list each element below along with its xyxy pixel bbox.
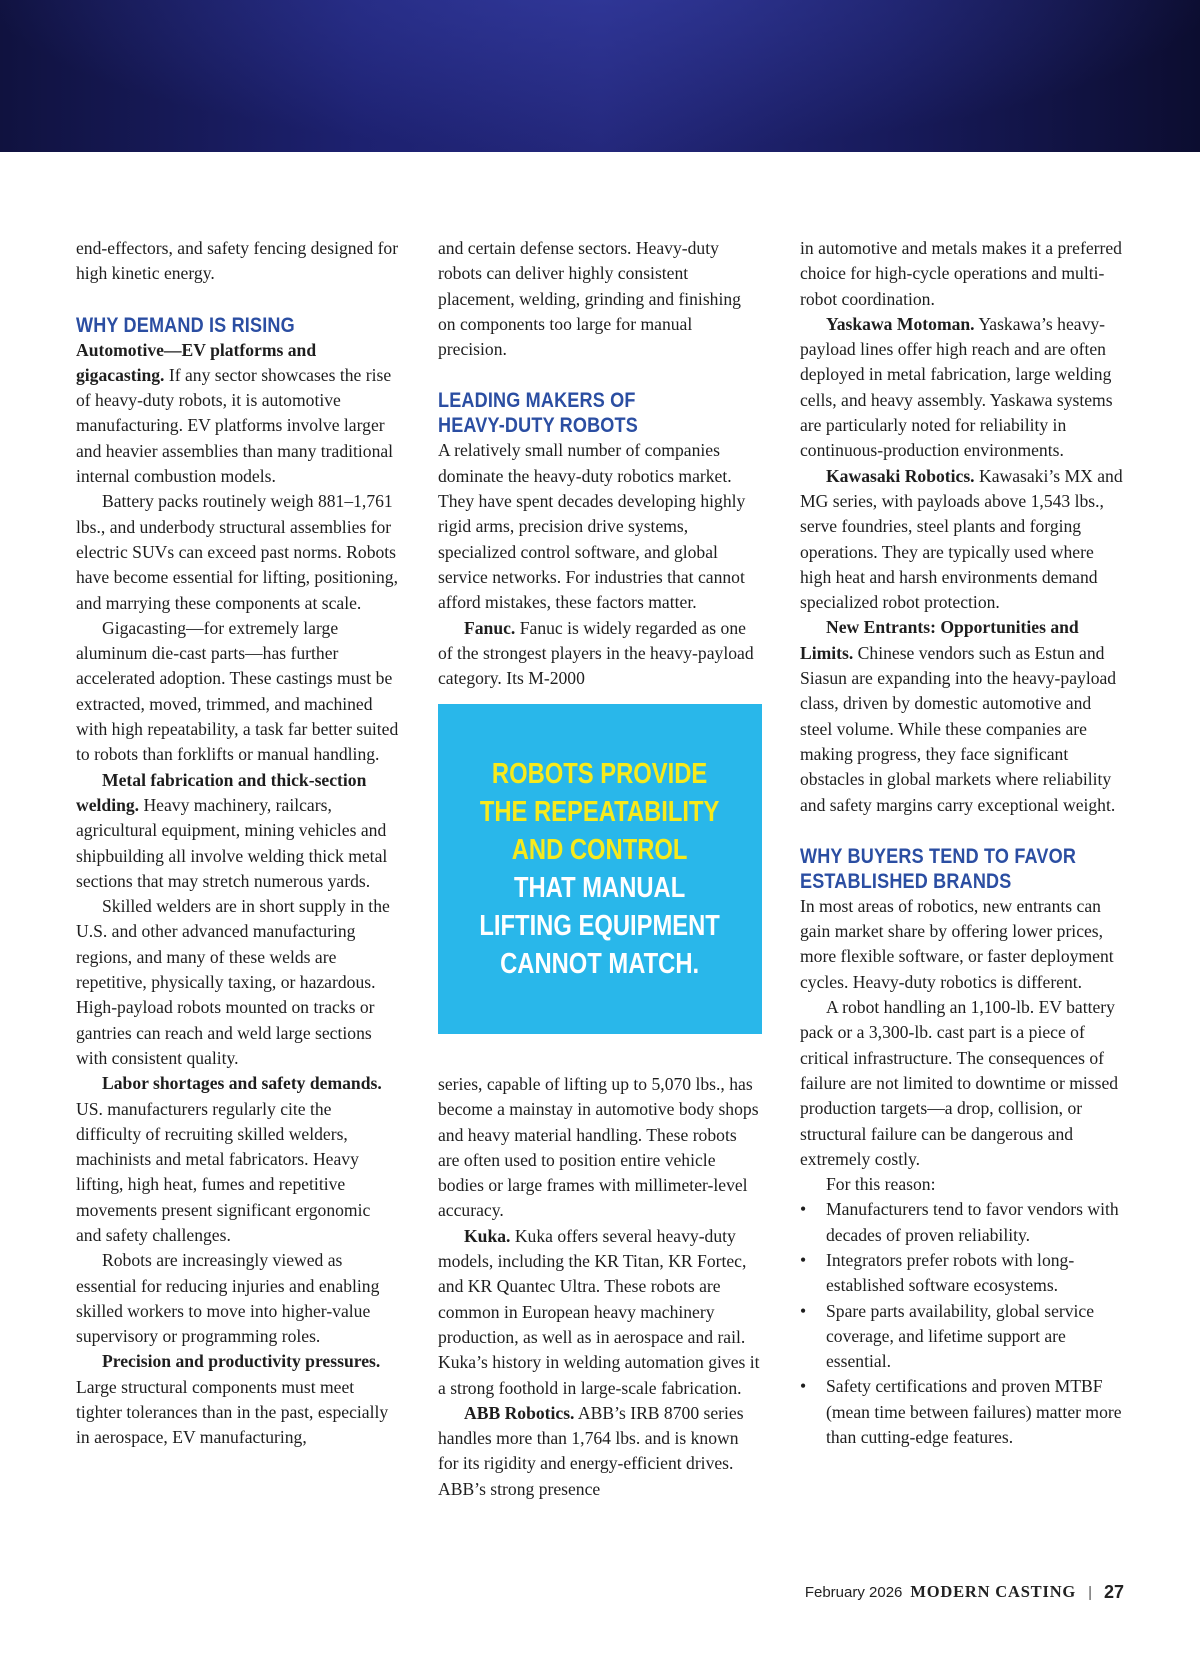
column-2-continued	[438, 1072, 762, 1502]
magazine-name: MODERN CASTING	[910, 1582, 1077, 1601]
section-heading-makers: LEADING MAKERS OF HEAVY-DUTY ROBOTS	[438, 389, 638, 438]
bullet-icon: •	[800, 1199, 807, 1220]
footer-separator: |	[1088, 1583, 1092, 1601]
paragraph-new-entrants: New Entrants: Opportunities and Limits. Chinese vendors such as Estun and Siasun are expanding into the heavy-payload class, driven by domestic automotive and steel volume. While these companies are making progress, they face significant obstacles in global markets where reliability and safety margins carry exceptional weight.	[800, 617, 1117, 815]
issue-date: February 2026	[804, 1583, 903, 1601]
paragraph-kawasaki: Kawasaki Robotics. Kawasaki’s MX and MG series, with payloads above 1,543 lbs., serve foundries, steel plants and forging operations. They are typically used where high heat and harsh environments demand specialized robot protection.	[800, 465, 1123, 613]
pull-quote	[438, 704, 762, 1034]
bullet-icon: •	[800, 1249, 807, 1270]
bullet-icon: •	[800, 1376, 807, 1397]
column-1	[76, 236, 400, 1451]
list-item: • Spare parts availability, global service coverage, and lifetime support are essential.	[800, 1300, 1095, 1372]
paragraph-fanuc: Fanuc. Fanuc is widely regarded as one of the strongest players in the heavy-payload category. Its M-2000	[438, 617, 754, 689]
paragraph: Gigacasting—for extremely large aluminum die-cast parts—has further accelerated adoption. These castings must be extracted, moved, trimmed, and machined with high repeatability, a task far better suited to robots than forklifts or manual handling.	[76, 617, 399, 765]
paragraph-kuka: Kuka. Kuka offers several heavy-duty models, including the KR Titan, KR Fortec, and KR Quantec Ultra. These robots are common in European heavy machinery production, as well as in aerospace and rail. Kuka’s history in welding automation gives it a strong foothold in large-scale fabrication.	[438, 1225, 760, 1398]
column-3	[800, 236, 1124, 1450]
paragraph: For this reason:	[826, 1174, 936, 1195]
paragraph-abb: ABB Robotics. ABB’s IRB 8700 series handles more than 1,764 lbs. and is known for its rigidity and energy-efficient drives. ABB’s strong presence	[438, 1402, 744, 1499]
paragraph: and certain defense sectors. Heavy-duty robots can deliver highly consistent placement, welding, grinding and finishing on components too large for manual precision.	[438, 238, 741, 360]
paragraph: A robot handling an 1,100-lb. EV battery pack or a 3,300-lb. cast part is a piece of critical infrastructure. The consequences of failure are not limited to downtime or missed production targets—a drop, collision, or structural failure can be dangerous and extremely costly.	[800, 997, 1119, 1169]
run-in-head: Automotive—EV platforms and gigacasting.	[76, 339, 317, 385]
run-in-head: Yaskawa Motoman.	[826, 313, 975, 334]
list-item: • Integrators prefer robots with long-established software ecosystems.	[800, 1249, 1075, 1296]
pull-quote-text: ROBOTS PROVIDE THE REPEATABILITY AND CONTROL THAT MANUAL LIFTING EQUIPMENT CANNOT MATCH.	[479, 758, 721, 980]
paragraph-automotive: Automotive—EV platforms and gigacasting. If any sector showcases the rise of heavy-duty robots, it is automotive manufacturing. EV platforms involve larger and heavier assemblies than many traditional internal combustion models.	[76, 339, 394, 487]
run-in-head: Labor shortages and safety demands.	[102, 1073, 382, 1094]
run-in-head: Precision and productivity pressures.	[102, 1351, 381, 1372]
paragraph-metal: Metal fabrication and thick-section welding. Heavy machinery, railcars, agricultural equipment, mining vehicles and shipbuilding all involve welding thick metal sections that may stretch numerous yards.	[76, 769, 388, 891]
paragraph-yaskawa: Yaskawa Motoman. Yaskawa’s heavy-payload lines offer high reach and are often deployed in metal fabrication, large welding cells, and heavy assembly. Yaskawa systems are particularly noted for reliability in continuous-production environments.	[800, 313, 1113, 461]
bullet-icon: •	[800, 1300, 807, 1321]
run-in-head: ABB Robotics.	[464, 1402, 575, 1423]
run-in-head: Kuka.	[464, 1225, 511, 1246]
paragraph: series, capable of lifting up to 5,070 lbs., has become a mainstay in automotive body shops and heavy material handling. These robots are often used to position entire vehicle bodies or large frames with millimeter-level accuracy.	[438, 1074, 759, 1221]
list-item: • Safety certifications and proven MTBF (mean time between failures) matter more than cutting-edge features.	[800, 1376, 1122, 1448]
run-in-head: Fanuc.	[464, 617, 516, 638]
paragraph: In most areas of robotics, new entrants can gain market share by offering lower prices, more flexible software, or faster deployment cycles. Heavy-duty robotics is different.	[800, 895, 1114, 992]
paragraph-labor: Labor shortages and safety demands. US. manufacturers regularly cite the difficulty of recruiting skilled welders, machinists and metal fabricators. Heavy lifting, high heat, fumes and repetitive movements present significant ergonomic and safety challenges.	[76, 1073, 382, 1245]
run-in-head: Metal fabrication and thick-section welding.	[76, 769, 367, 815]
paragraph-precision: Precision and productivity pressures. Large structural components must meet tighter tolerances than in the past, especially in aerospace, EV manufacturing,	[76, 1351, 389, 1448]
section-heading-demand: WHY DEMAND IS RISING	[76, 313, 295, 337]
run-in-head: Kawasaki Robotics.	[826, 465, 975, 486]
paragraph: Battery packs routinely weigh 881–1,761 lbs., and underbody structural assemblies for electric SUVs can exceed past norms. Robots have become essential for lifting, positioning, and marrying these components at scale.	[76, 491, 398, 613]
page-footer	[805, 1580, 1124, 1604]
list-item: • Manufacturers tend to favor vendors with decades of proven reliability.	[800, 1199, 1119, 1245]
paragraph: A relatively small number of companies dominate the heavy-duty robotics market. They have spent decades developing highly rigid arms, precision drive systems, specialized control software, and global service networks. For industries that cannot afford mistakes, these factors matter.	[438, 440, 746, 613]
section-heading-buyers: WHY BUYERS TEND TO FAVOR ESTABLISHED BRANDS	[800, 844, 1077, 893]
run-in-head: New Entrants: Opportunities and Limits.	[800, 617, 1079, 663]
paragraph: Robots are increasingly viewed as essential for reducing injuries and enabling skilled workers to move into higher-value supervisory or programming roles.	[76, 1250, 380, 1347]
paragraph: in automotive and metals makes it a preferred choice for high-cycle operations and multi-robot coordination.	[800, 238, 1122, 309]
bullet-list	[800, 1197, 1124, 1450]
page-number: 27	[1103, 1581, 1124, 1602]
header-banner	[0, 0, 1200, 152]
column-2	[438, 236, 762, 691]
paragraph: end-effectors, and safety fencing designed for high kinetic energy.	[76, 238, 399, 284]
paragraph: Skilled welders are in short supply in the U.S. and other advanced manufacturing regions, and many of these welds are repetitive, physically taxing, or hazardous. High-payload robots mounted on tracks or gantries can reach and weld large sections with consistent quality.	[76, 896, 390, 1068]
